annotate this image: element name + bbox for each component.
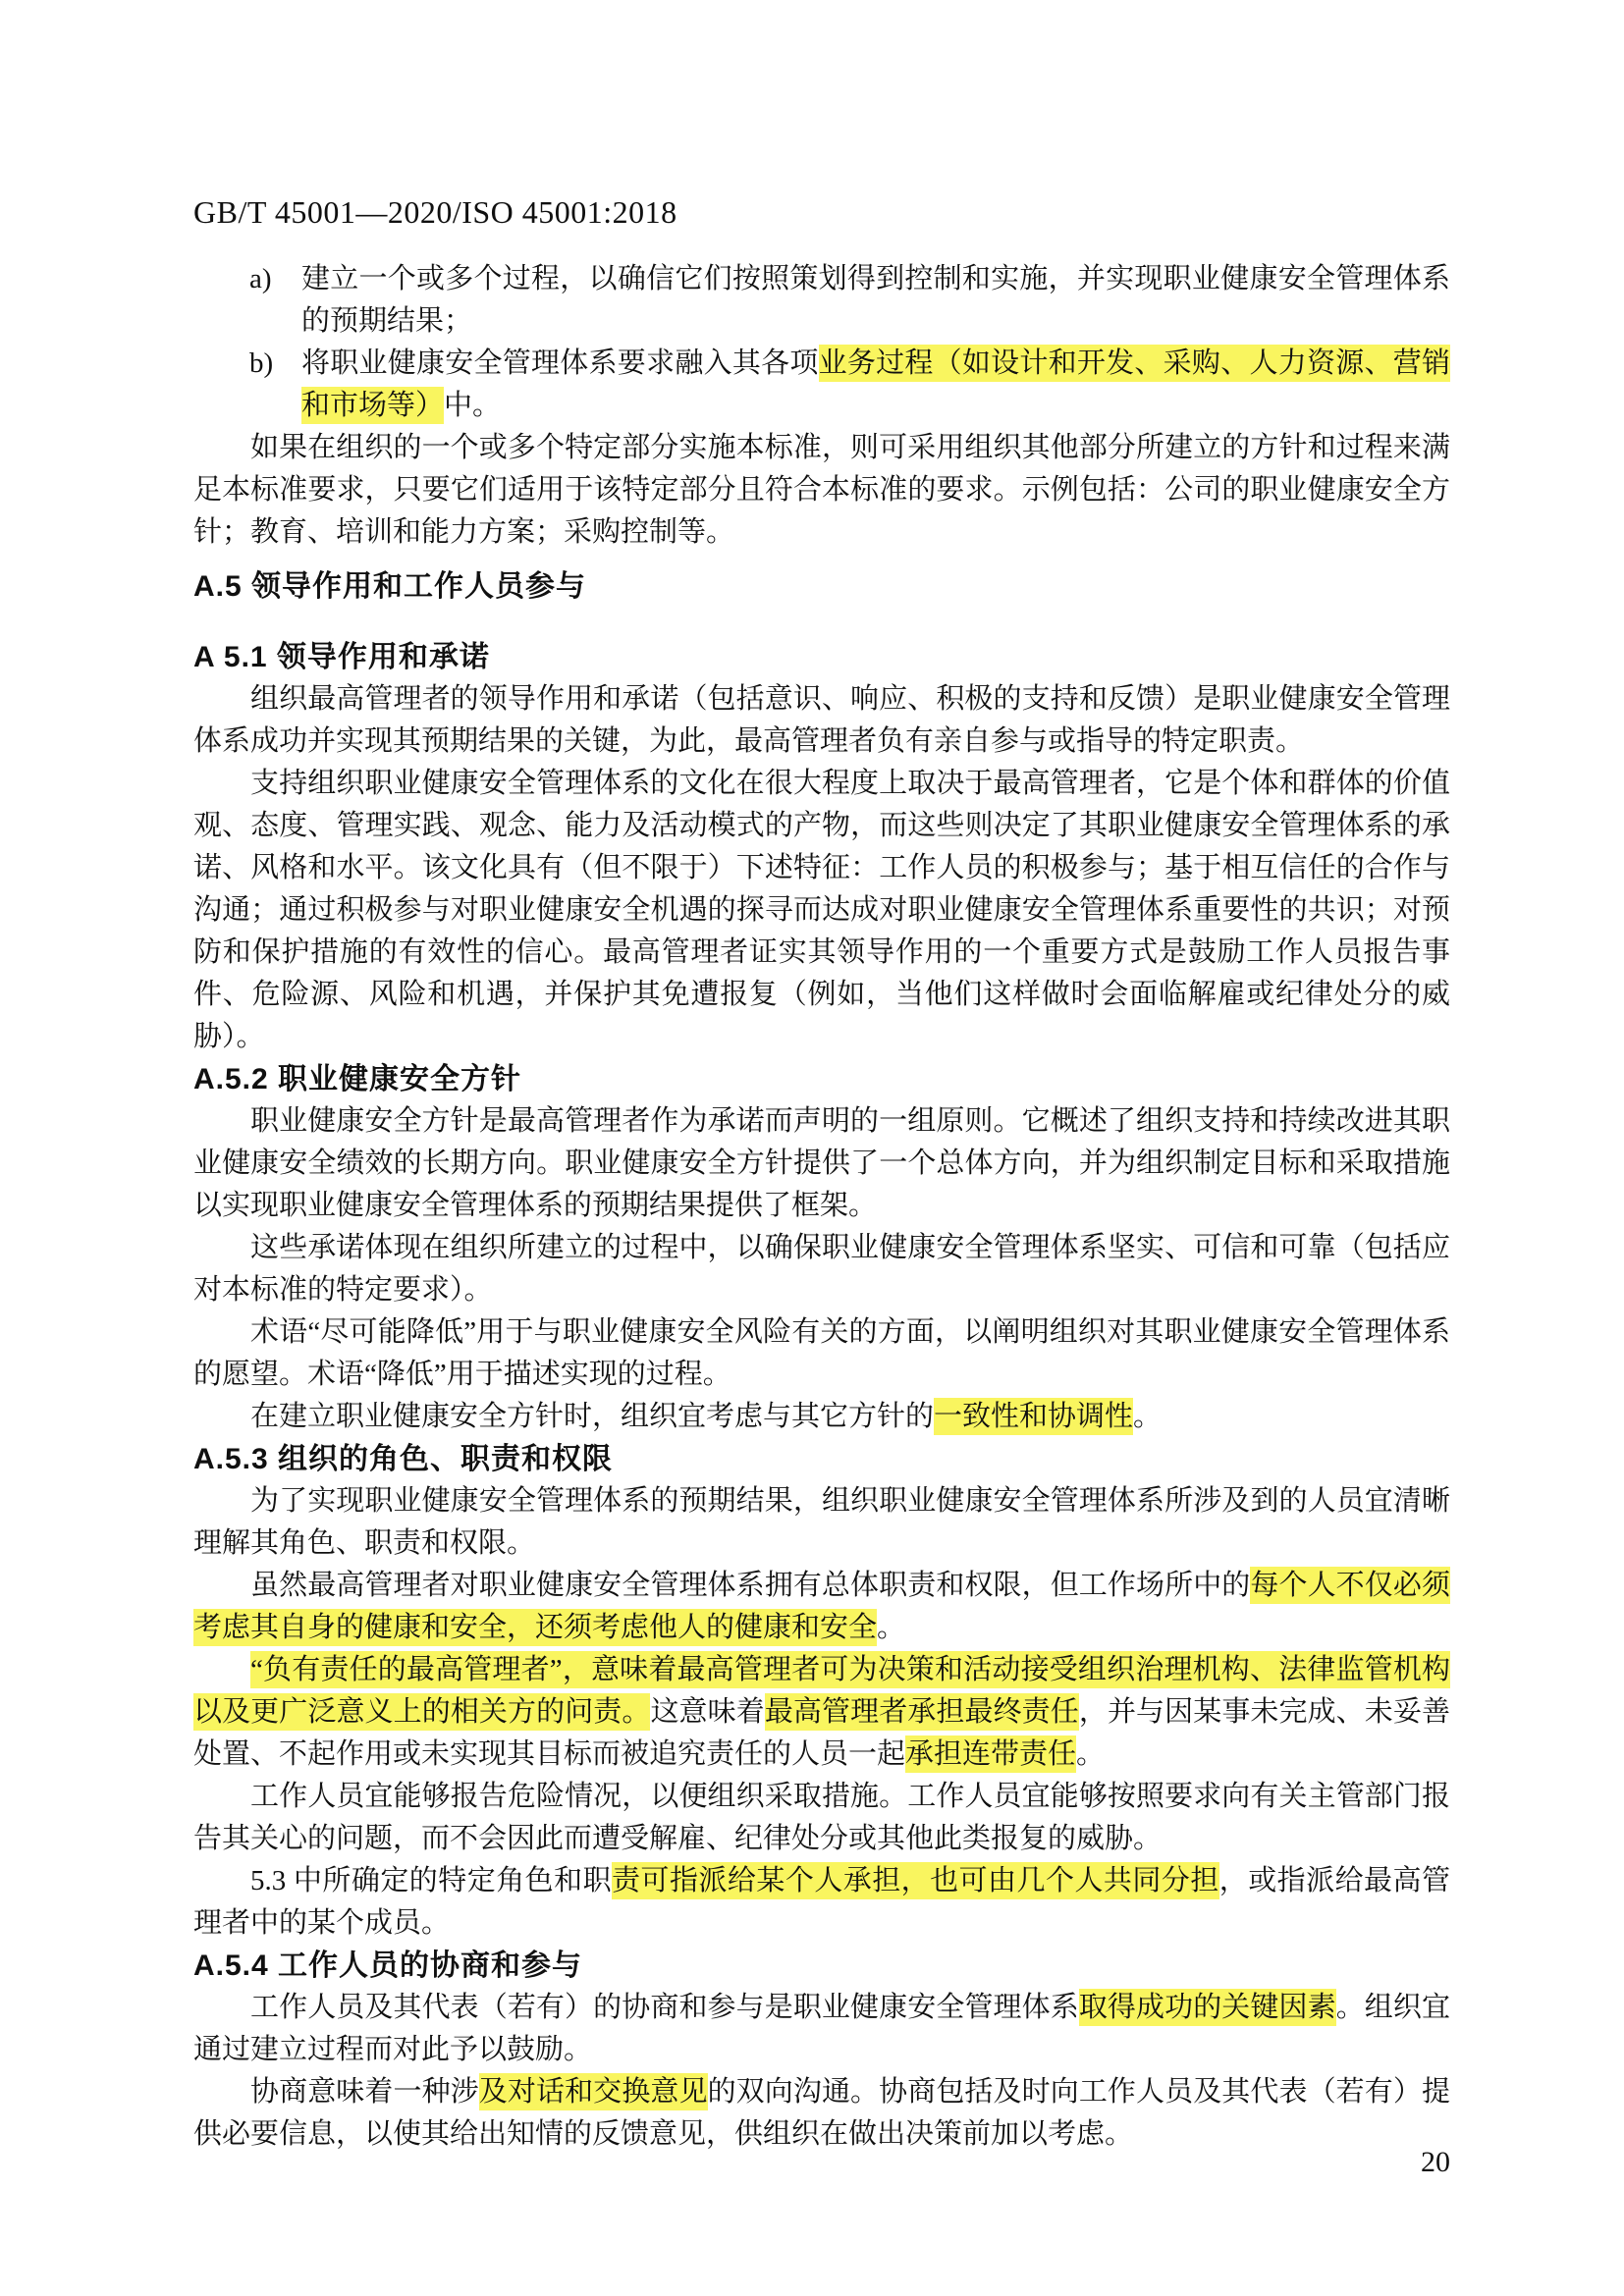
highlighted-text: 取得成功的关键因素 (1079, 1989, 1336, 2026)
list-item (193, 343, 1450, 427)
list-item-label: a) (249, 263, 272, 294)
text-run: 。组织宜通过建立过程而对此予以鼓励。 (193, 1992, 1450, 2065)
paragraph (193, 1649, 1450, 1776)
text-run: 。 (1133, 1401, 1163, 1432)
highlighted-text: 责可指派给某个人承担，也可由几个人共同分担 (612, 1862, 1219, 1899)
section-heading: A.5 领导作用和工作人员参与 (193, 570, 587, 603)
paragraph (193, 678, 1450, 763)
text-run: 支持组织职业健康安全管理体系的文化在很大程度上取决于最高管理者，它是个体和群体的价值观、态度、管理实践、观念、能力及活动模式的产物，而这些则决定了其职业健康安全管理体系的承诺、风格和水平。该文化具有（但不限于）下述特征：工作人员的积极参与；基于相互信任的合作与沟通；通过积极参与对职业健康安全机遇的探寻而达成对职业健康安全管理体系重要性的共识；对预防和保护措施的有效性的信心。最高管理者证实其领导作用的一个重要方式是鼓励工作人员报告事件、危险源、风险和机遇，并保护其免遭报复（例如，当他们这样做时会面临解雇或纪律处分的威胁）。 (193, 768, 1450, 1052)
text-run: 工作人员宜能够报告危险情况，以便组织采取措施。工作人员宜能够按照要求向有关主管部门报告其关心的问题，而不会因此而遭受解雇、纪律处分或其他此类报复的威胁。 (193, 1781, 1450, 1854)
paragraph (193, 1480, 1450, 1565)
highlighted-text: 最高管理者承担最终责任 (765, 1693, 1079, 1731)
paragraph (193, 1987, 1450, 2071)
text-run: 术语“尽可能降低”用于与职业健康安全风险有关的方面，以阐明组织对其职业健康安全管理体系的愿望。术语“降低”用于描述实现的过程。 (193, 1316, 1450, 1390)
paragraph (193, 1776, 1450, 1860)
text-run: 在建立职业健康安全方针时，组织宜考虑与其它方针的 (250, 1401, 935, 1432)
highlighted-text: 承担连带责任 (905, 1735, 1076, 1773)
text-run: 协商意味着一种涉 (250, 2076, 479, 2108)
text-run: 。 (877, 1612, 906, 1643)
section-heading: A.5.2 职业健康安全方针 (193, 1063, 522, 1095)
text-run: 工作人员及其代表（若有）的协商和参与是职业健康安全管理体系 (250, 1992, 1079, 2023)
text-run: 职业健康安全方针是最高管理者作为承诺而声明的一组原则。它概述了组织支持和持续改进其职业健康安全绩效的长期方向。职业健康安全方针提供了一个总体方向，并为组织制定目标和采取措施以实现职业健康安全管理体系的预期结果提供了框架。 (193, 1105, 1450, 1221)
list-item (193, 258, 1450, 343)
page-number: 20 (1421, 2146, 1450, 2178)
section-heading: A.5.3 组织的角色、职责和权限 (193, 1443, 614, 1475)
section-heading: A.5.4 工作人员的协商和参与 (193, 1949, 583, 1982)
paragraph (193, 1565, 1450, 1649)
highlighted-text: 业务过程（如设计和开发、采购、人力资源、营销和市场等） (301, 345, 1450, 424)
text-run: ，或指派给最高管理者中的某个成员。 (193, 1865, 1450, 1939)
text-run: 。 (1076, 1738, 1106, 1770)
text-run: 这些承诺体现在组织所建立的过程中，以确保职业健康安全管理体系坚实、可信和可靠（包括应对本标准的特定要求）。 (193, 1232, 1450, 1306)
document-body (193, 258, 1450, 2156)
paragraph (193, 1100, 1450, 1227)
paragraph (193, 1227, 1450, 1311)
highlighted-text: 每个人不仅必须考虑其自身的健康和安全，还须考虑他人的健康和安全 (193, 1567, 1450, 1646)
highlighted-text: “负有责任的最高管理者”，意味着最高管理者可为决策和活动接受组织治理机构、法律监管机构以及更广泛意义上的相关方的问责。 (193, 1651, 1450, 1731)
paragraph (193, 763, 1450, 1058)
text-run: 5.3 中所确定的特定角色和职 (250, 1865, 613, 1896)
text-run: 的双向沟通。协商包括及时向工作人员及其代表（若有）提供必要信息，以使其给出知情的反馈意见，供组织在做出决策前加以考虑。 (193, 2076, 1450, 2150)
paragraph (193, 1396, 1450, 1438)
text-run: 中。 (444, 390, 502, 421)
text-run: 组织最高管理者的领导作用和承诺（包括意识、响应、积极的支持和反馈）是职业健康安全管理体系成功并实现其预期结果的关键，为此，最高管理者负有亲自参与或指导的特定职责。 (193, 683, 1450, 757)
text-run: 这意味着 (650, 1696, 765, 1728)
paragraph (193, 2071, 1450, 2156)
text-run: 虽然最高管理者对职业健康安全管理体系拥有总体职责和权限，但工作场所中的 (250, 1570, 1251, 1601)
paragraph (193, 1860, 1450, 1945)
text-run: ，并与因某事未完成、未妥善处置、不起作用或未实现其目标而被追究责任的人员一起 (193, 1696, 1450, 1770)
text-run: 将职业健康安全管理体系要求融入其各项 (301, 347, 819, 379)
text-run: 为了实现职业健康安全管理体系的预期结果，组织职业健康安全管理体系所涉及到的人员宜清晰理解其角色、职责和权限。 (193, 1485, 1450, 1559)
list-item-label: b) (249, 347, 274, 379)
highlighted-text: 一致性和协调性 (934, 1398, 1133, 1435)
section-heading: A 5.1 领导作用和承诺 (193, 641, 490, 673)
standard-code-header: GB/T 45001—2020/ISO 45001:2018 (193, 194, 677, 230)
paragraph (193, 1311, 1450, 1396)
paragraph (193, 427, 1450, 554)
text-run: 建立一个或多个过程，以确信它们按照策划得到控制和实施，并实现职业健康安全管理体系的预期结果； (301, 263, 1450, 337)
text-run: 如果在组织的一个或多个特定部分实施本标准，则可采用组织其他部分所建立的方针和过程来满足本标准要求，只要它们适用于该特定部分且符合本标准的要求。示例包括：公司的职业健康安全方针；教育、培训和能力方案；采购控制等。 (193, 432, 1450, 548)
highlighted-text: 及对话和交换意见 (479, 2073, 708, 2110)
